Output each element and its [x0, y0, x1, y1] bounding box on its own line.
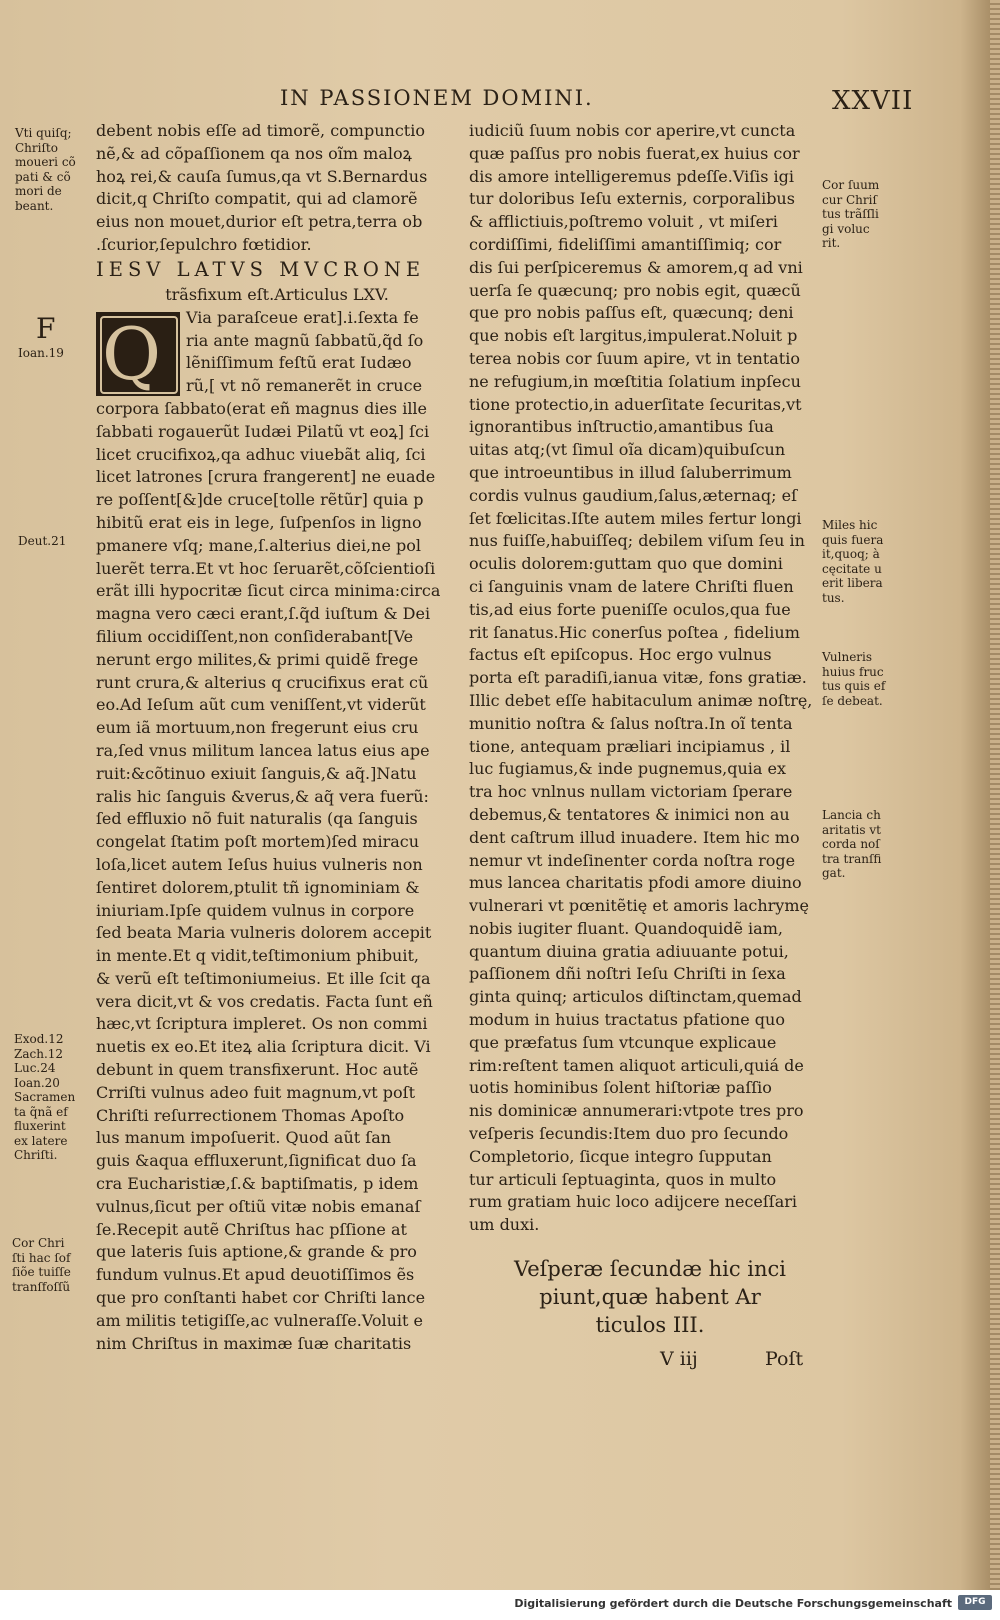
- text-line: runt crura,& alterius q crucifixus erat cũ: [96, 672, 429, 692]
- text-line: pmanere vſq; mane,ſ.alterius diei,ne pol: [96, 535, 421, 555]
- text-line: ſed beata Maria vulneris dolorem accepit: [96, 923, 432, 943]
- text-line: iniuriam.Ipſe quidem vulnus in corpore: [96, 900, 415, 920]
- article-subheading: trãsfixum eſt.Articulus LXV.: [165, 284, 389, 304]
- text-line: vera dicit,vt & vos credatis. Facta ſunt eñ: [96, 991, 433, 1011]
- text-line: uotis hominibus ſolent hiſtoriæ paſſio: [469, 1078, 772, 1098]
- margin-note-left-5: Cor Chri ſti hac ſof ſiõe tuiſſe tranſfoſſũ: [12, 1236, 71, 1294]
- text-line: paſſionem dñi noſtri Ieſu Chriſti in ſexa: [469, 964, 786, 984]
- text-line: corpora ſabbato(erat eñ magnus dies ille: [96, 398, 428, 418]
- text-line: am militis tetigiſſe,ac vulneraſſe.Voluit e: [96, 1310, 424, 1330]
- text-line: uitas atq;(vt ſimul oĩa dicam)quibuſcun: [469, 440, 786, 460]
- text-line: tur articuli ſeptuaginta, quos in multo: [469, 1169, 777, 1189]
- text-line: hibitũ erat eis in lege, ſuſpenſos in ligno: [96, 512, 422, 532]
- text-line: ſed effluxio nõ fuit naturalis (qa ſanguis: [96, 809, 418, 829]
- text-line: loſa,licet autem Ieſus huius vulneris non: [96, 854, 423, 874]
- right-text-column: [469, 120, 815, 1237]
- text-line: um duxi.: [469, 1215, 540, 1235]
- text-line: mus lancea charitatis pfodi amore diuino: [469, 873, 802, 893]
- text-line: munitio noſtra & ſalus noſtra.In oĩ tenta: [469, 713, 793, 733]
- text-line: eius non mouet,durior eſt petra,terra ob: [96, 212, 423, 232]
- text-line: nerunt ergo milites,& primi quidẽ frege: [96, 649, 419, 669]
- text-line: in mente.Et q vidit,teſtimonium phibuit,: [96, 946, 419, 966]
- signature-mark: V iij: [660, 1348, 698, 1370]
- text-line: nobis iugiter fluant. Quandoquidẽ iam,: [469, 918, 783, 938]
- text-line: hæc,vt ſcriptura impleret. Os non commi: [96, 1014, 428, 1034]
- text-line: licet crucifixoꝝ,qa adhuc viuebãt aliq, ſci: [96, 444, 426, 464]
- text-line: que introeuntibus in illud ſaluberrimum: [469, 462, 792, 482]
- text-line: quæ paſſus pro nobis fuerat,ex huius cor: [469, 143, 800, 163]
- text-line: ruit:&cõtinuo exiuit ſanguis,& aq̃.]Natu: [96, 763, 417, 783]
- margin-note-left-1: Vti quiſq; Chriſto moueri cõ pati & cõ mori de beant.: [15, 126, 76, 213]
- text-line: luc fugiamus,& inde pugnemus,quia ex: [469, 759, 787, 779]
- text-line: guis &aqua effluxerunt,ſignificat duo ſa: [96, 1151, 417, 1171]
- margin-note-right-3: Vulneris huius fruc tus quis ef ſe debeat.: [822, 650, 886, 708]
- text-line: cordiſſimi, fideliſſimi amantiſſimiq; cor: [469, 234, 782, 254]
- text-line: tra hoc vnlnus nullam victoriam ſperare: [469, 782, 793, 802]
- text-line: iudiciũ ſuum nobis cor aperire,vt cuncta: [469, 121, 796, 140]
- text-line: eo.Ad Ieſum aũt cum veniſſent,vt viderũt: [96, 695, 426, 715]
- text-line: re poſſent[&]de cruce[tolle rẽtũr] quia p: [96, 490, 424, 510]
- margin-note-right-1: Cor ſuum cur Chriſ tus trãſſli gi voluc rit.: [822, 178, 880, 250]
- digitization-footer: [0, 1590, 1000, 1620]
- text-line: porta eſt paradiſi,ianua vitæ, fons gratiæ.: [469, 668, 807, 688]
- text-line: eum iã mortuum,non fregerunt eius cru: [96, 718, 419, 738]
- page-edge: [990, 0, 1000, 1590]
- text-line: Crriſti vulnus adeo fuit magnum,vt poſt: [96, 1082, 416, 1102]
- footer-credit: Digitalisierung gefördert durch die Deutsche Forschungsgemeinschaft: [514, 1597, 952, 1610]
- text-line: ginta quinq; articulos diſtinctam,quemad: [469, 987, 802, 1007]
- text-line: & verũ eſt teſtimoniumeius. Et ille ſcit qa: [96, 968, 431, 988]
- text-line: vulnus,ſicut per oſtiũ vitæ nobis emanaſ: [96, 1196, 421, 1216]
- text-line: que nobis eſt largitus,impulerat.Noluit p: [469, 326, 798, 346]
- text-line: veſperis ſecundis:Item duo pro ſecundo: [469, 1124, 789, 1144]
- text-line: rum gratiam huic loco adijcere neceſſari: [469, 1192, 798, 1212]
- article-heading: IESV LATVS MVCRONE: [96, 257, 426, 281]
- text-line: nẽ,& ad cõpaſſionem qa nos oĩm maloꝝ: [96, 143, 412, 163]
- text-line: tione protectio,in aduerſitate ſecuritas,vt: [469, 394, 802, 414]
- text-line: nuetis ex eo.Et iteꝝ alia ſcriptura dicit. Vi: [96, 1037, 431, 1057]
- text-line: ci ſanguinis vnam de latere Chriſti fluen: [469, 576, 794, 596]
- catchword: Poſt: [765, 1348, 804, 1370]
- text-line: .ſcurior,ſepulchro fœtidior.: [96, 234, 312, 254]
- folio-number: XXVII: [832, 86, 914, 116]
- text-line: ſet fœlicitas.Iſte autem miles fertur longi: [469, 508, 802, 528]
- margin-note-left-2: Ioan.19: [18, 346, 64, 360]
- text-line: lus manum impoſuerit. Quod aũt ſan: [96, 1128, 392, 1148]
- text-line: modum in huius tractatus pfatione quo: [469, 1010, 785, 1030]
- text-line: ſe.Recepit autẽ Chriſtus hac pſſione at: [96, 1219, 407, 1239]
- text-line: erãt illi hypocritæ ſicut circa minima:circa: [96, 581, 441, 601]
- text-line: nemur vt indeſinenter corda noſtra roge: [469, 850, 796, 870]
- left-text-column: [96, 120, 458, 1355]
- text-line: dis ſui perſpiceremus & amorem,q ad vni: [469, 257, 803, 277]
- text-line: cordis vulnus gaudium,ſalus,æternaq; eſ: [469, 485, 797, 505]
- text-line: rũ,[ vt nõ remanerẽt in cruce: [186, 376, 423, 396]
- running-title: IN PASSIONEM DOMINI.: [280, 86, 594, 110]
- decorated-initial-q: [96, 312, 180, 396]
- text-line: nis dominicæ annumerari:vtpote tres pro: [469, 1101, 804, 1121]
- text-line: congelat ſtatim poſt mortem)ſed miracu: [96, 832, 420, 852]
- text-line: dicit,q Chriſto compatit, qui ad clamorẽ: [96, 189, 418, 209]
- text-line: Illic debet eſſe habitaculum animæ noſtrę,: [469, 690, 813, 710]
- section-letter-F: F: [36, 312, 56, 345]
- text-line: rim:reſtent tamen aliquot articuli,quiá de: [469, 1055, 804, 1075]
- text-line: luerẽt terra.Et vt hoc ſeruarẽt,cõſcientioſi: [96, 558, 436, 578]
- text-line: rit ſanatus.Hic conerſus poſtea , fidelium: [469, 622, 800, 642]
- text-line: hoꝝ rei,& cauſa ſumus,qa vt S.Bernardus: [96, 166, 428, 186]
- margin-note-right-4: Lancia ch aritatis vt corda noſ tra tranſfi gat.: [822, 808, 882, 880]
- text-line: que pro conſtanti habet cor Chriſti lance: [96, 1288, 426, 1308]
- text-line: debent nobis eſſe ad timorẽ, compunctio: [96, 121, 425, 140]
- text-line: ra,ſed vnus militum lancea latus eius ape: [96, 740, 430, 760]
- text-line: nim Chriſtus in maximæ ſuæ charitatis: [96, 1333, 412, 1353]
- text-line: tur doloribus Ieſu externis, corporalibus: [469, 189, 795, 209]
- text-line: dent caſtrum illud inuadere. Item hic mo: [469, 827, 800, 847]
- margin-note-right-2: Miles hic quis fuera it,quoq; à cęcitate u erit libera tus.: [822, 518, 884, 605]
- margin-note-left-4: Exod.12 Zach.12 Luc.24 Ioan.20 Sacramen ta q̃nã ef fluxerint ex latere Chriſti.: [14, 1032, 76, 1162]
- margin-note-left-3: Deut.21: [18, 534, 67, 548]
- dfg-logo: DFG: [958, 1595, 992, 1610]
- text-line: ria ante magnũ ſabbatũ,q̃d ſo: [186, 330, 424, 350]
- text-line: fundum vulnus.Et apud deuotiſſimos ẽs: [96, 1265, 415, 1285]
- text-line: factus eſt epiſcopus. Hoc ergo vulnus: [469, 645, 772, 665]
- text-line: que lateris ſuis aptione,& grande & pro: [96, 1242, 417, 1262]
- text-line: ignorantibus inſtructio,amantibus ſua: [469, 417, 774, 437]
- text-line: ne refugium,in mœſtitia ſolatium inpſecu: [469, 371, 801, 391]
- text-line: que pro nobis paſſus eſt, quæcunq; deni: [469, 303, 794, 323]
- text-line: que præfatus ſum vtcunque explicaue: [469, 1032, 777, 1052]
- text-line: ralis hic ſanguis &verus,& aq̃ vera fuerũ:: [96, 786, 429, 806]
- text-line: tis,ad eius forte pueniſſe oculos,qua fue: [469, 599, 791, 619]
- text-line: licet latrones [crura frangerent] ne euade: [96, 467, 436, 487]
- text-line: Via paraſceue erat].i.ſexta fe: [186, 307, 419, 327]
- text-line: debunt in quem transfixerunt. Hoc autẽ: [96, 1060, 419, 1080]
- text-line: magna vero cæci erant,ſ.q̃d iuſtum & Dei: [96, 604, 431, 624]
- text-line: Completorio, ſicque integro ſupputan: [469, 1146, 772, 1166]
- text-line: quantum diuina gratia adiuuante potui,: [469, 941, 789, 961]
- text-line: filium occidiſſent,non conſiderabant[Ve: [96, 626, 414, 646]
- text-line: nus fuiſſe,habuiſſeq; debilem viſum ſeu in: [469, 531, 805, 551]
- text-line: Chriſti reſurrectionem Thomas Apoſto: [96, 1105, 405, 1125]
- text-line: lẽniſſimum feſtũ erat Iudæo: [186, 353, 412, 373]
- text-line: vulnerari vt pœnitẽtię et amoris lachrymę: [469, 896, 809, 916]
- text-line: tione, antequam præliari incipiamus , il: [469, 736, 791, 756]
- text-line: cra Eucharistiæ,ſ.& baptiſmatis, p idem: [96, 1174, 419, 1194]
- text-line: & afflictiuis,poſtremo voluit , vt miſeri: [469, 212, 778, 232]
- text-line: debemus,& tentatores & inimici non au: [469, 804, 790, 824]
- closing-heading: Veſperæ ſecundæ hic inci piunt,quæ habent Ar ticulos III.: [513, 1257, 787, 1337]
- text-line: oculis dolorem:guttam quo que domini: [469, 554, 783, 574]
- text-line: dis amore intelligeremus pdeſſe.Viſis igi: [469, 166, 795, 186]
- initial-letter: Q: [102, 312, 162, 396]
- text-line: ſabbati rogauerũt Iudæi Pilatũ vt eoꝝ] ſci: [96, 421, 430, 441]
- text-line: uerſa ſe quæcunq; pro nobis egit, quæcũ: [469, 280, 801, 300]
- text-line: ſentiret dolorem,ptulit tñ ignominiam &: [96, 877, 420, 897]
- text-line: terea nobis cor ſuum apire, vt in tentatio: [469, 348, 800, 368]
